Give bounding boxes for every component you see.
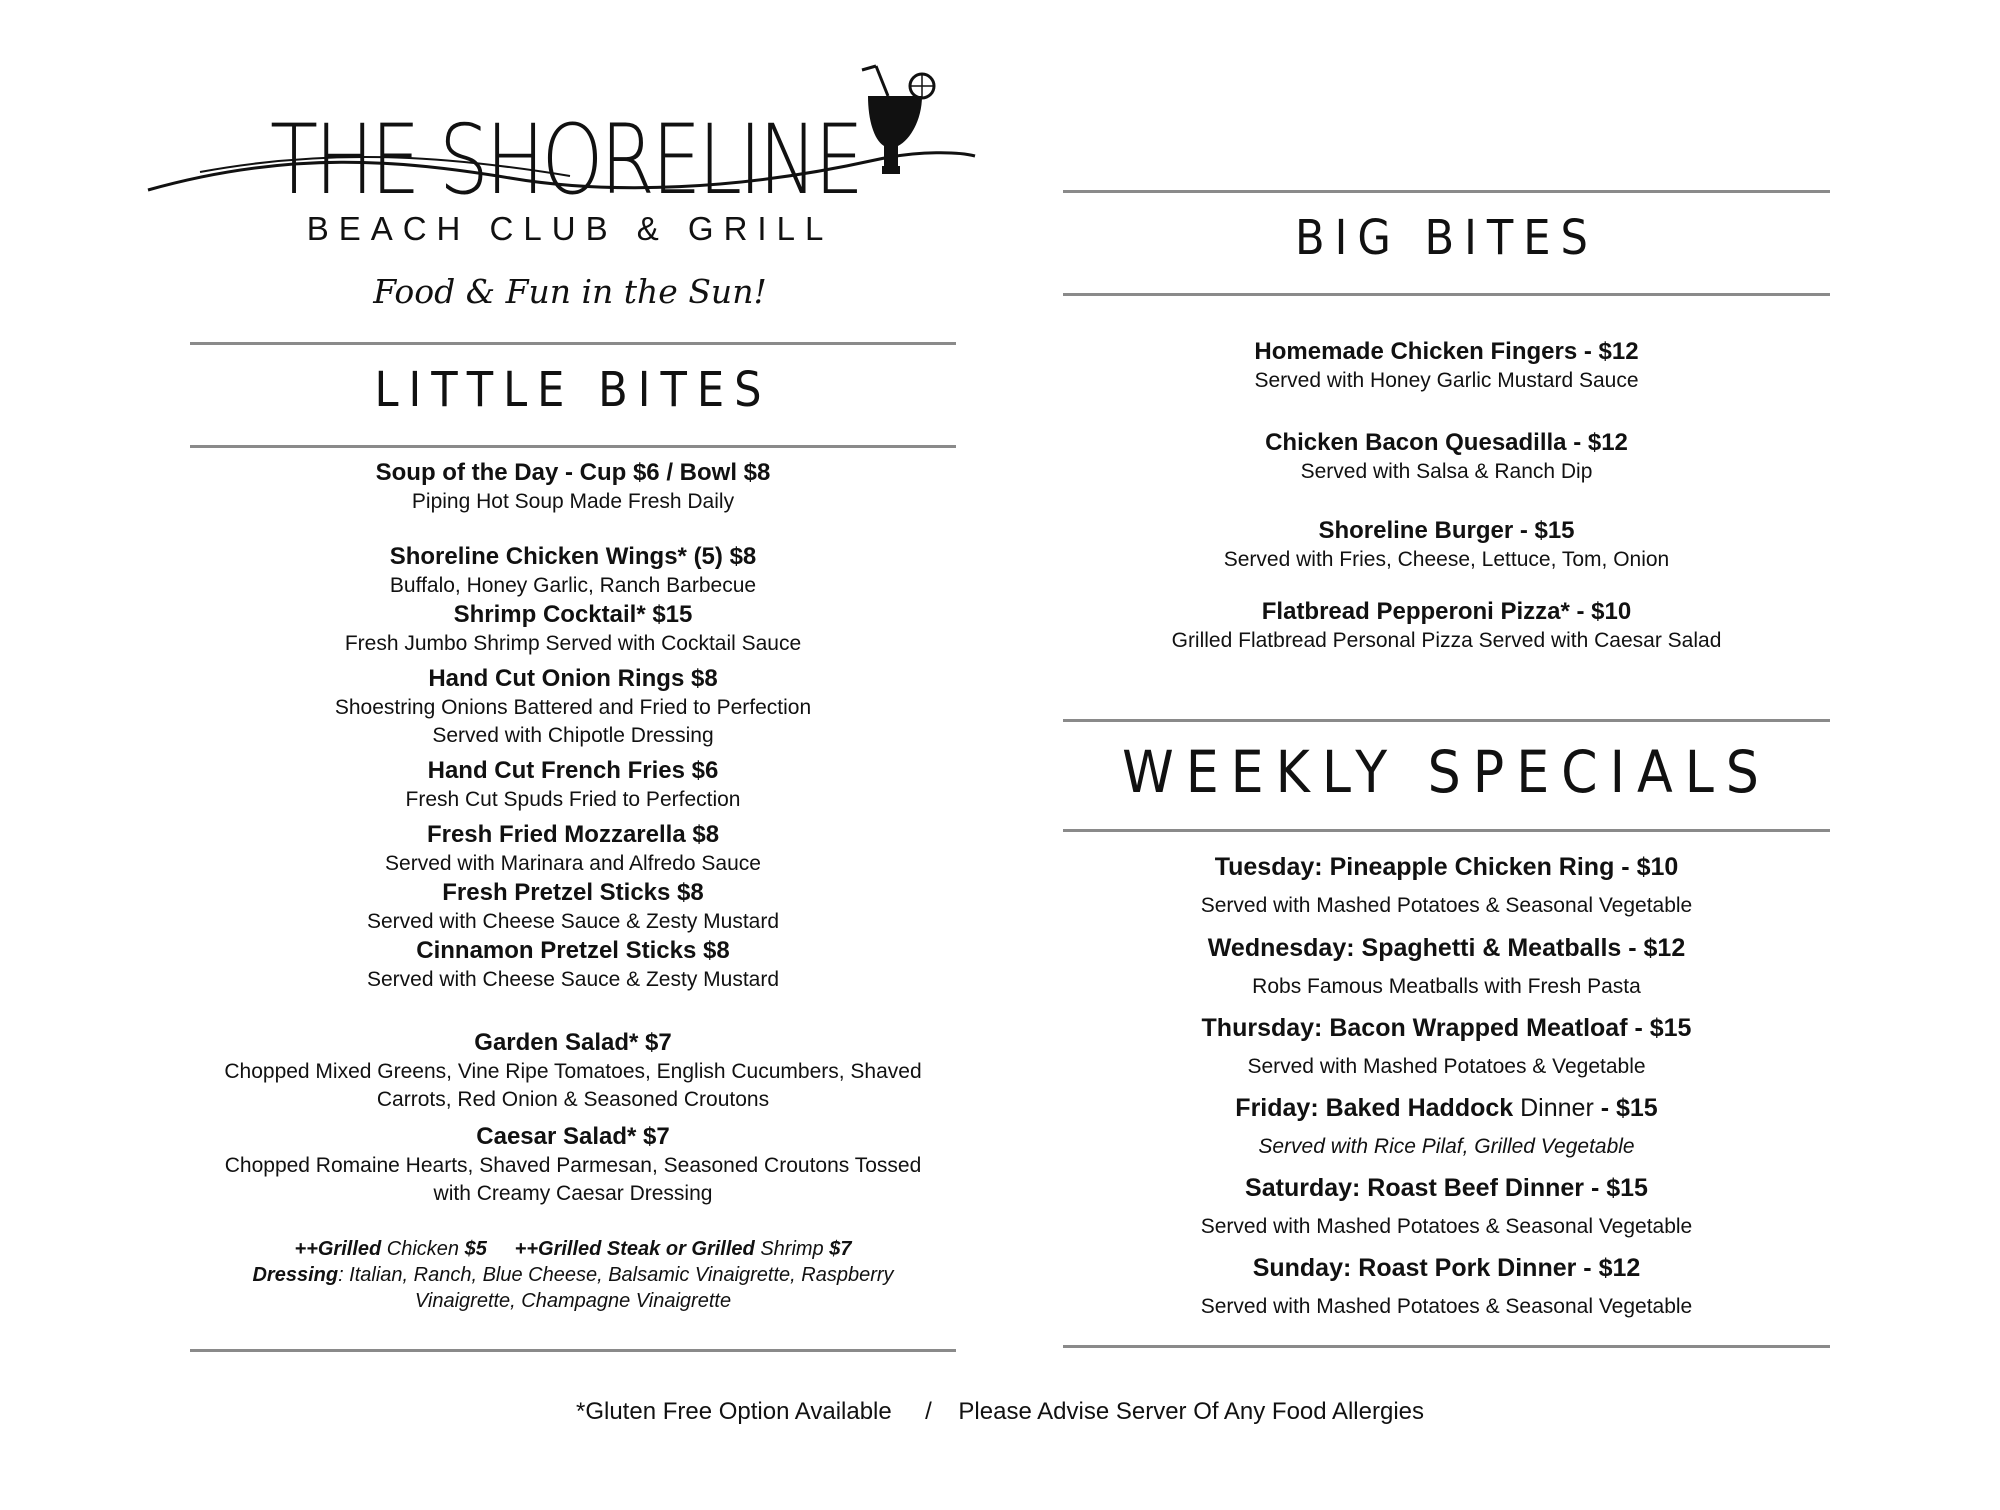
menu-item <box>1063 597 1830 655</box>
special-description: Served with Rice Pilaf, Grilled Vegetable <box>1258 1135 1635 1158</box>
divider <box>190 342 956 345</box>
menu-item <box>1063 516 1830 574</box>
item-description: Grilled Flatbread Personal Pizza Served with Caesar Salad <box>1171 629 1722 652</box>
menu-item <box>190 820 956 878</box>
item-name: Shrimp Cocktail* $15 <box>453 601 693 628</box>
right-column <box>1063 0 1830 1360</box>
menu-item <box>1063 337 1830 395</box>
special-description: Served with Mashed Potatoes & Seasonal Vegetable <box>1200 1295 1693 1318</box>
item-name: Cinnamon Pretzel Sticks $8 <box>416 937 730 964</box>
item-name: Hand Cut Onion Rings $8 <box>428 665 718 692</box>
dressing-options-cont: Vinaigrette, Champagne Vinaigrette <box>414 1290 732 1312</box>
special-description: Robs Famous Meatballs with Fresh Pasta <box>1252 975 1641 998</box>
item-description: Served with Honey Garlic Mustard Sauce <box>1254 369 1639 392</box>
little-bites-heading: LITTLE BITES <box>374 362 772 418</box>
special-item <box>1063 1093 1830 1161</box>
item-name: Fresh Pretzel Sticks $8 <box>442 879 704 906</box>
item-name: Caesar Salad* $7 <box>476 1123 670 1150</box>
logo-tagline: Food & Fun in the Sun! <box>373 272 767 311</box>
menu-item <box>190 1028 956 1114</box>
menu-item <box>190 664 956 750</box>
menu-item <box>1063 428 1830 486</box>
special-item <box>1063 1253 1830 1321</box>
item-description: Served with Salsa & Ranch Dip <box>1300 460 1593 483</box>
item-description: Served with Cheese Sauce & Zesty Mustard <box>366 968 780 991</box>
dressing-options: Dressing: Italian, Ranch, Blue Cheese, Balsamic Vinaigrette, Raspberry <box>252 1264 894 1286</box>
logo-subtitle: BEACH CLUB & GRILL <box>306 210 834 247</box>
divider <box>1063 1345 1830 1348</box>
menu-item <box>190 542 956 600</box>
add-ons <box>190 1236 956 1314</box>
item-description: Chopped Mixed Greens, Vine Ripe Tomatoes, English Cucumbers, Shaved <box>224 1060 922 1083</box>
item-description: Served with Marinara and Alfredo Sauce <box>385 852 761 875</box>
item-description: Buffalo, Honey Garlic, Ranch Barbecue <box>389 574 757 597</box>
logo-wordmark: THE SHORELINE <box>270 104 861 216</box>
special-description: Served with Mashed Potatoes & Seasonal Vegetable <box>1200 894 1693 917</box>
item-description: Chopped Romaine Hearts, Shaved Parmesan, Seasoned Croutons Tossed <box>224 1154 922 1177</box>
footer-separator: / <box>925 1398 932 1425</box>
allergy-note: Please Advise Server Of Any Food Allergies <box>958 1398 1424 1425</box>
item-description: Carrots, Red Onion & Seasoned Croutons <box>376 1088 770 1111</box>
menu-item <box>190 756 956 814</box>
item-name: Homemade Chicken Fingers - $12 <box>1254 338 1639 365</box>
item-description: Served with Fries, Cheese, Lettuce, Tom, Onion <box>1223 548 1670 571</box>
divider <box>1063 293 1830 296</box>
divider <box>190 1349 956 1352</box>
special-item <box>1063 1173 1830 1241</box>
divider <box>1063 190 1830 193</box>
little-bites-section <box>190 0 956 1360</box>
item-description: Fresh Cut Spuds Fried to Perfection <box>405 788 741 811</box>
item-description: Piping Hot Soup Made Fresh Daily <box>411 490 735 513</box>
item-name: Shoreline Burger - $15 <box>1318 517 1575 544</box>
item-name: Garden Salad* $7 <box>474 1029 672 1056</box>
item-description: Shoestring Onions Battered and Fried to Perfection <box>334 696 812 719</box>
divider <box>1063 829 1830 832</box>
menu-item <box>190 458 956 516</box>
menu-item <box>190 1122 956 1208</box>
item-name: Chicken Bacon Quesadilla - $12 <box>1265 429 1628 456</box>
item-name: Shoreline Chicken Wings* (5) $8 <box>389 543 757 570</box>
special-item <box>1063 933 1830 1001</box>
item-name: Soup of the Day - Cup $6 / Bowl $8 <box>375 459 771 486</box>
item-description: Fresh Jumbo Shrimp Served with Cocktail Sauce <box>344 632 802 655</box>
menu-item <box>190 600 956 658</box>
special-name: Saturday: Roast Beef Dinner - $15 <box>1245 1174 1648 1202</box>
special-name: Thursday: Bacon Wrapped Meatloaf - $15 <box>1201 1014 1692 1042</box>
divider <box>190 445 956 448</box>
gluten-free-note: *Gluten Free Option Available <box>575 1398 892 1425</box>
special-description: Served with Mashed Potatoes & Vegetable <box>1247 1055 1646 1078</box>
weekly-specials-heading: WEEKLY SPECIALS <box>1122 738 1771 806</box>
item-description: Served with Chipotle Dressing <box>432 724 714 747</box>
menu-item <box>190 936 956 994</box>
special-name: Sunday: Roast Pork Dinner - $12 <box>1252 1254 1641 1282</box>
item-name: Hand Cut French Fries $6 <box>427 757 719 784</box>
item-description: Served with Cheese Sauce & Zesty Mustard <box>366 910 780 933</box>
big-bites-heading: BIG BITES <box>1295 210 1598 266</box>
item-name: Fresh Fried Mozzarella $8 <box>426 821 720 848</box>
special-description: Served with Mashed Potatoes & Seasonal Vegetable <box>1200 1215 1693 1238</box>
item-description: with Creamy Caesar Dressing <box>433 1182 713 1205</box>
item-name: Flatbread Pepperoni Pizza* - $10 <box>1261 598 1632 625</box>
footer-note <box>0 1398 2000 1426</box>
special-name: Friday: Baked Haddock Dinner - $15 <box>1235 1094 1658 1122</box>
divider <box>1063 719 1830 722</box>
special-item <box>1063 1013 1830 1081</box>
special-item <box>1063 852 1830 920</box>
add-on-proteins: ++Grilled Chicken $5 ++Grilled Steak or Grilled Shrimp $7 <box>294 1238 852 1260</box>
menu-item <box>190 878 956 936</box>
special-name: Wednesday: Spaghetti & Meatballs - $12 <box>1207 934 1686 962</box>
special-name: Tuesday: Pineapple Chicken Ring - $10 <box>1214 853 1679 881</box>
